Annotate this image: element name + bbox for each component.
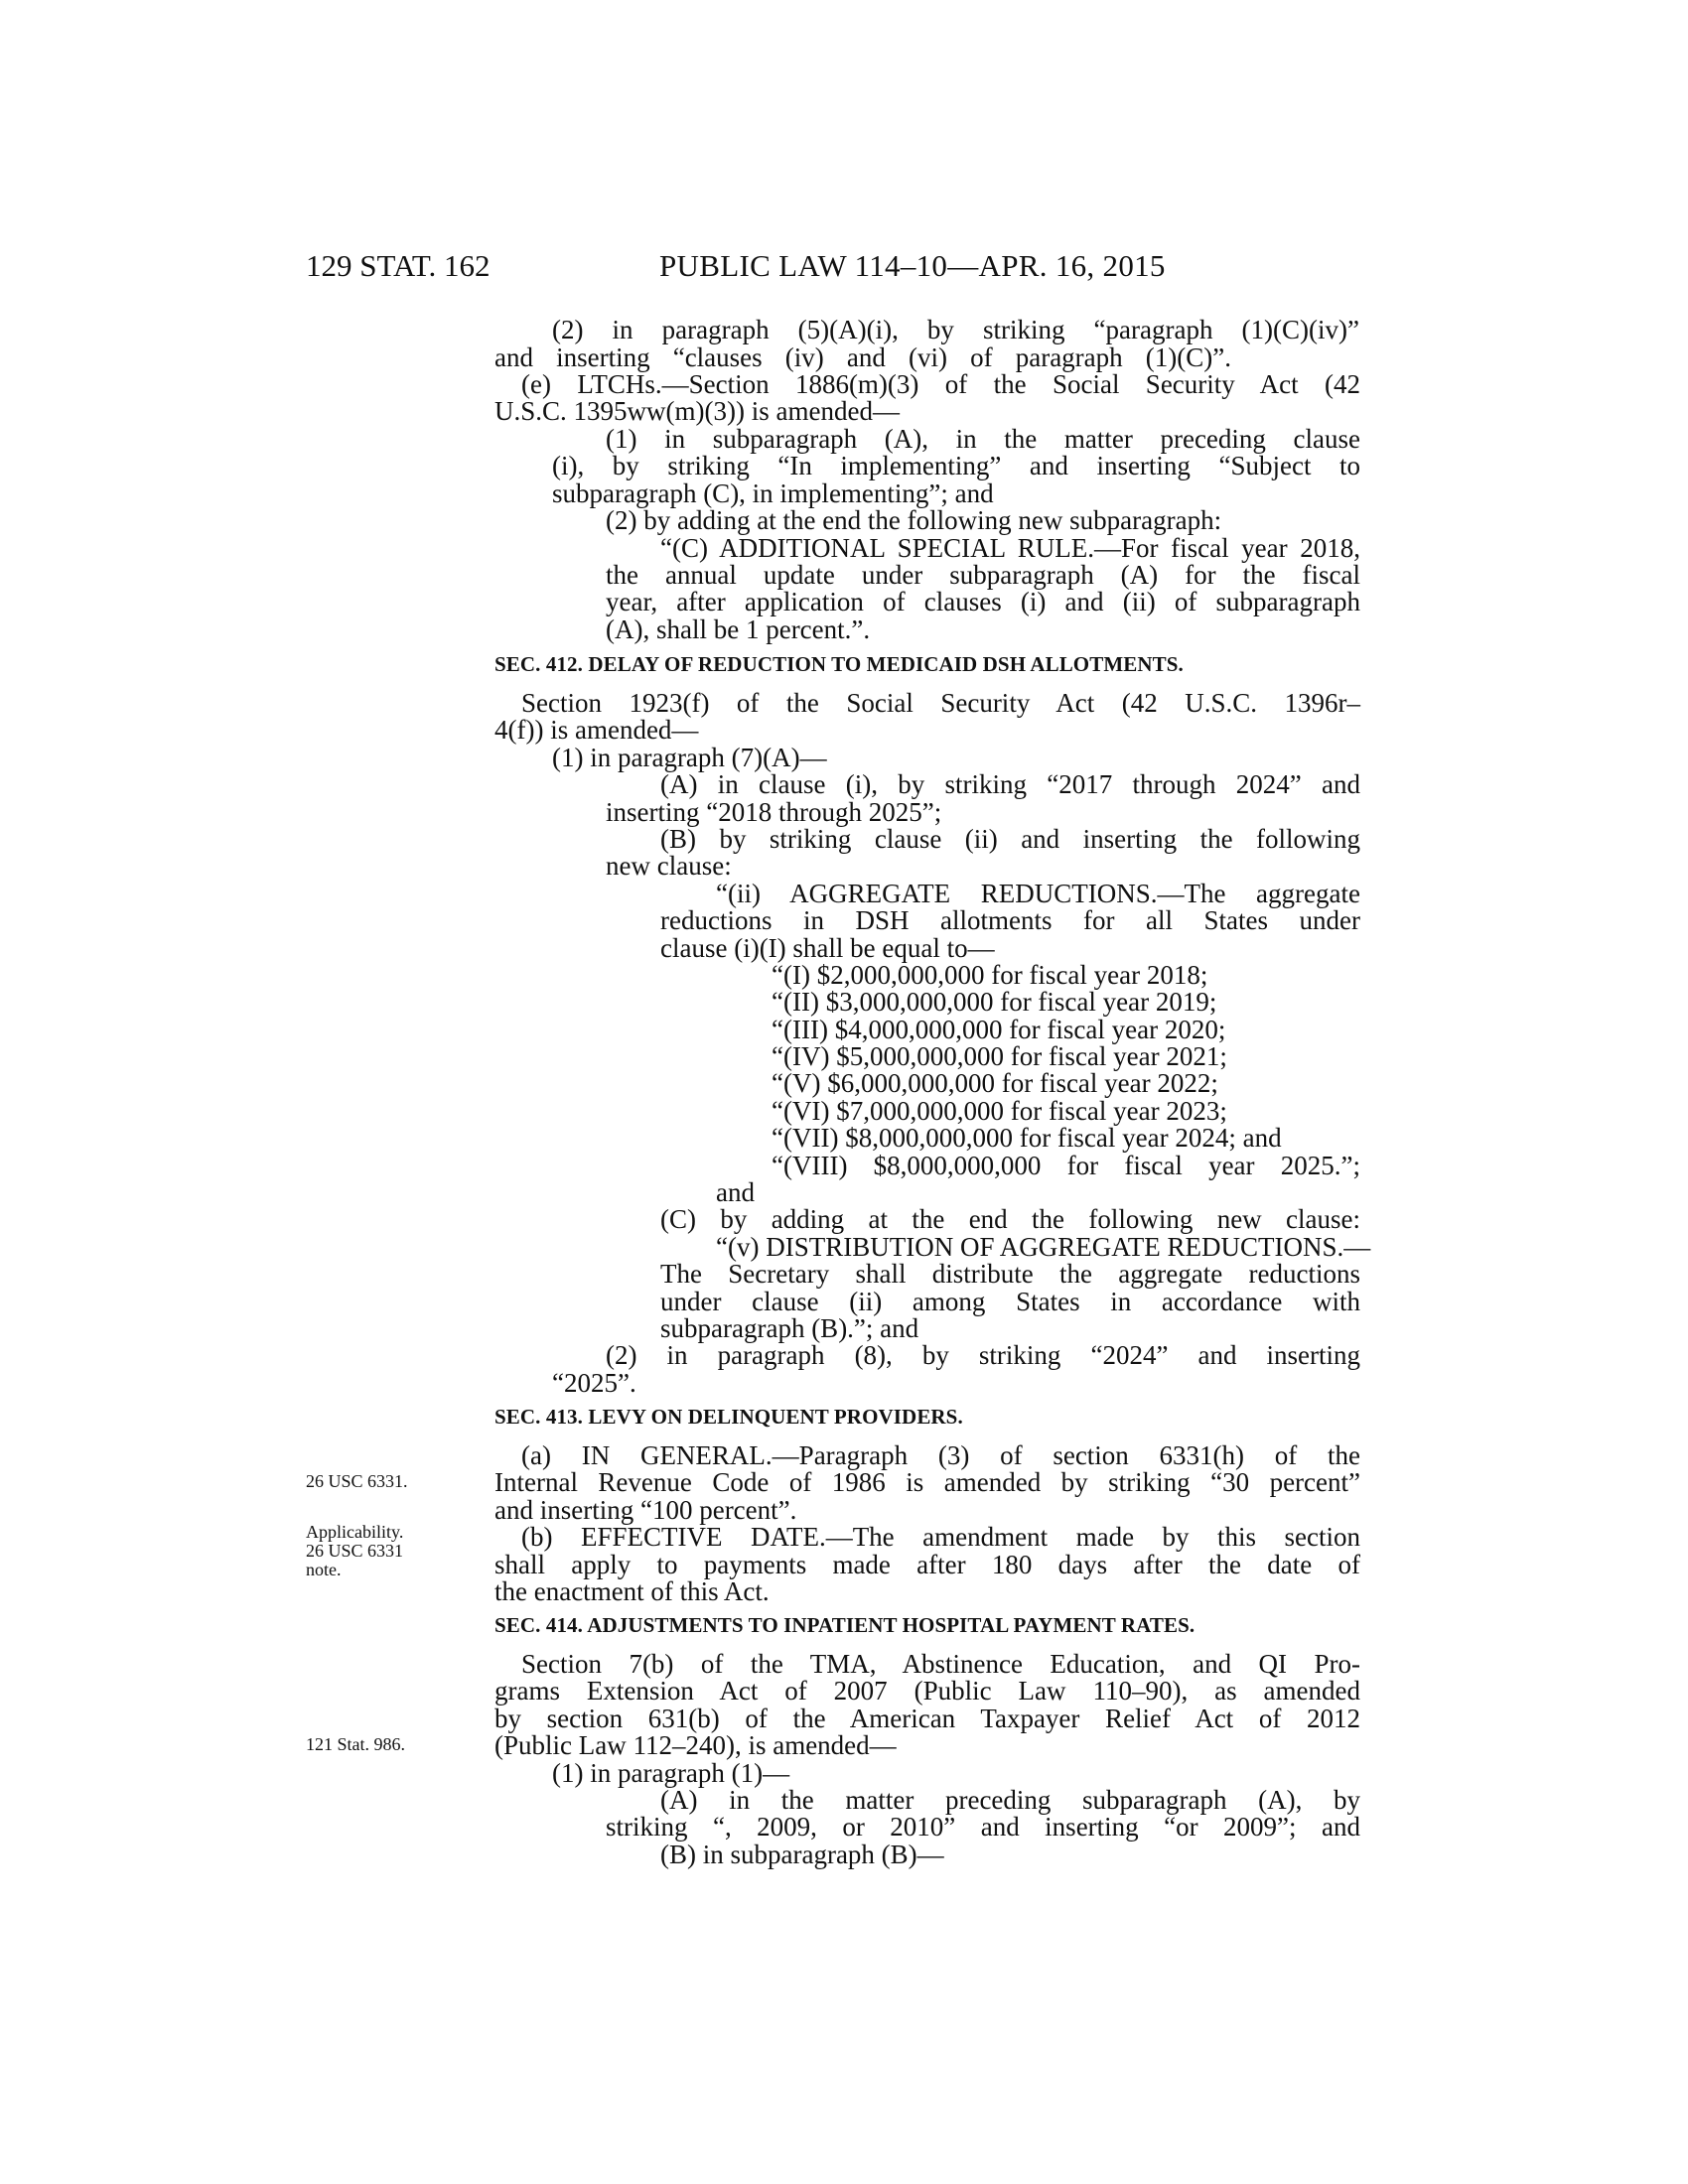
text-line: (2) in paragraph (5)(A)(i), by striking “paragraph (1)(C)(iv)” xyxy=(552,315,1359,344)
margin-note-usc: 26 USC 6331. xyxy=(306,1471,408,1491)
text-line: (A) in the matter preceding subparagraph (A), by xyxy=(660,1785,1360,1815)
text-line: “(C) ADDITIONAL SPECIAL RULE.—For fiscal year 2018, xyxy=(660,533,1360,563)
text-line: (1) in paragraph (1)— xyxy=(552,1758,790,1788)
section-heading-414: SEC. 414. ADJUSTMENTS TO INPATIENT HOSPITAL PAYMENT RATES. xyxy=(494,1613,1196,1637)
text-line: by section 631(b) of the American Taxpayer Relief Act of 2012 xyxy=(494,1704,1360,1733)
text-line: and xyxy=(716,1177,755,1207)
text-line: striking “, 2009, or 2010” and inserting “or 2009”; and xyxy=(606,1812,1360,1842)
text-line: (A), shall be 1 percent.”. xyxy=(606,614,871,644)
text-line: The Secretary shall distribute the aggregate reductions xyxy=(660,1259,1360,1289)
text-line: “(VIII) $8,000,000,000 for fiscal year 2025.”; xyxy=(772,1151,1360,1180)
text-line: “2025”. xyxy=(552,1368,636,1398)
text-line: (C) by adding at the end the following new clause: xyxy=(660,1204,1360,1234)
text-line: “(V) $6,000,000,000 for fiscal year 2022; xyxy=(772,1068,1218,1098)
margin-note-stat: 121 Stat. 986. xyxy=(306,1734,406,1754)
text-line: (b) EFFECTIVE DATE.—The amendment made by this section xyxy=(521,1522,1360,1552)
text-line: “(VI) $7,000,000,000 for fiscal year 2023; xyxy=(772,1096,1227,1126)
margin-note-usc-note: 26 USC 6331 xyxy=(306,1541,404,1561)
text-line: year, after application of clauses (i) and (ii) of subparagraph xyxy=(606,587,1360,616)
text-line: (2) by adding at the end the following new subparagraph: xyxy=(606,505,1222,535)
text-line: inserting “2018 through 2025”; xyxy=(606,797,942,827)
text-line: “(I) $2,000,000,000 for fiscal year 2018; xyxy=(772,960,1208,990)
text-line: “(ii) AGGREGATE REDUCTIONS.—The aggregate xyxy=(716,879,1360,908)
text-line: Section 1923(f) of the Social Security Act (42 U.S.C. 1396r– xyxy=(521,688,1360,718)
text-line: under clause (ii) among States in accordance with xyxy=(660,1287,1360,1316)
section-heading-413: SEC. 413. LEVY ON DELINQUENT PROVIDERS. xyxy=(494,1405,963,1429)
text-line: “(VII) $8,000,000,000 for fiscal year 2024; and xyxy=(772,1123,1282,1153)
text-line: and inserting “100 percent”. xyxy=(494,1495,797,1525)
text-line: shall apply to payments made after 180 days after the date of xyxy=(494,1550,1360,1579)
text-line: (Public Law 112–240), is amended— xyxy=(494,1730,897,1760)
text-line: (2) in paragraph (8), by striking “2024” and inserting xyxy=(606,1340,1360,1370)
margin-note-applicability: Applicability. xyxy=(306,1522,404,1542)
text-line: (i), by striking “In implementing” and inserting “Subject to xyxy=(552,451,1360,480)
text-line: Internal Revenue Code of 1986 is amended by striking “30 percent” xyxy=(494,1467,1360,1497)
page-header-stat: 129 STAT. 162 xyxy=(306,248,491,283)
text-line: 4(f)) is amended— xyxy=(494,715,699,745)
text-line: (B) in subparagraph (B)— xyxy=(660,1840,944,1869)
text-line: subparagraph (C), in implementing”; and xyxy=(552,478,994,508)
text-line: U.S.C. 1395ww(m)(3)) is amended— xyxy=(494,396,900,426)
text-line: (B) by striking clause (ii) and inserting the following xyxy=(660,824,1360,854)
page-header-title: PUBLIC LAW 114–10—APR. 16, 2015 xyxy=(659,248,1166,283)
text-line: (e) LTCHs.—Section 1886(m)(3) of the Social Security Act (42 xyxy=(521,369,1360,399)
text-line: clause (i)(I) shall be equal to— xyxy=(660,933,995,963)
text-line: “(II) $3,000,000,000 for fiscal year 2019; xyxy=(772,987,1217,1017)
section-heading-412: SEC. 412. DELAY OF REDUCTION TO MEDICAID DSH ALLOTMENTS. xyxy=(494,652,1184,676)
text-line: the enactment of this Act. xyxy=(494,1576,770,1606)
text-line: (1) in subparagraph (A), in the matter preceding clause xyxy=(606,424,1360,454)
text-line: new clause: xyxy=(606,851,732,881)
text-line: and inserting “clauses (iv) and (vi) of paragraph (1)(C)”. xyxy=(494,342,1231,372)
text-line: “(III) $4,000,000,000 for fiscal year 2020; xyxy=(772,1015,1226,1044)
text-line: reductions in DSH allotments for all States under xyxy=(660,905,1360,935)
text-line: “(v) DISTRIBUTION OF AGGREGATE REDUCTIONS.— xyxy=(716,1232,1371,1262)
text-line: subparagraph (B).”; and xyxy=(660,1313,919,1343)
margin-note-note: note. xyxy=(306,1560,342,1579)
text-line: “(IV) $5,000,000,000 for fiscal year 2021; xyxy=(772,1041,1227,1071)
text-line: the annual update under subparagraph (A) for the fiscal xyxy=(606,560,1360,590)
text-line: Section 7(b) of the TMA, Abstinence Education, and QI Pro- xyxy=(521,1649,1360,1679)
text-line: grams Extension Act of 2007 (Public Law 110–90), as amended xyxy=(494,1676,1360,1706)
text-line: (1) in paragraph (7)(A)— xyxy=(552,743,827,772)
text-line: (a) IN GENERAL.—Paragraph (3) of section 6331(h) of the xyxy=(521,1440,1360,1470)
text-line: (A) in clause (i), by striking “2017 through 2024” and xyxy=(660,769,1360,799)
